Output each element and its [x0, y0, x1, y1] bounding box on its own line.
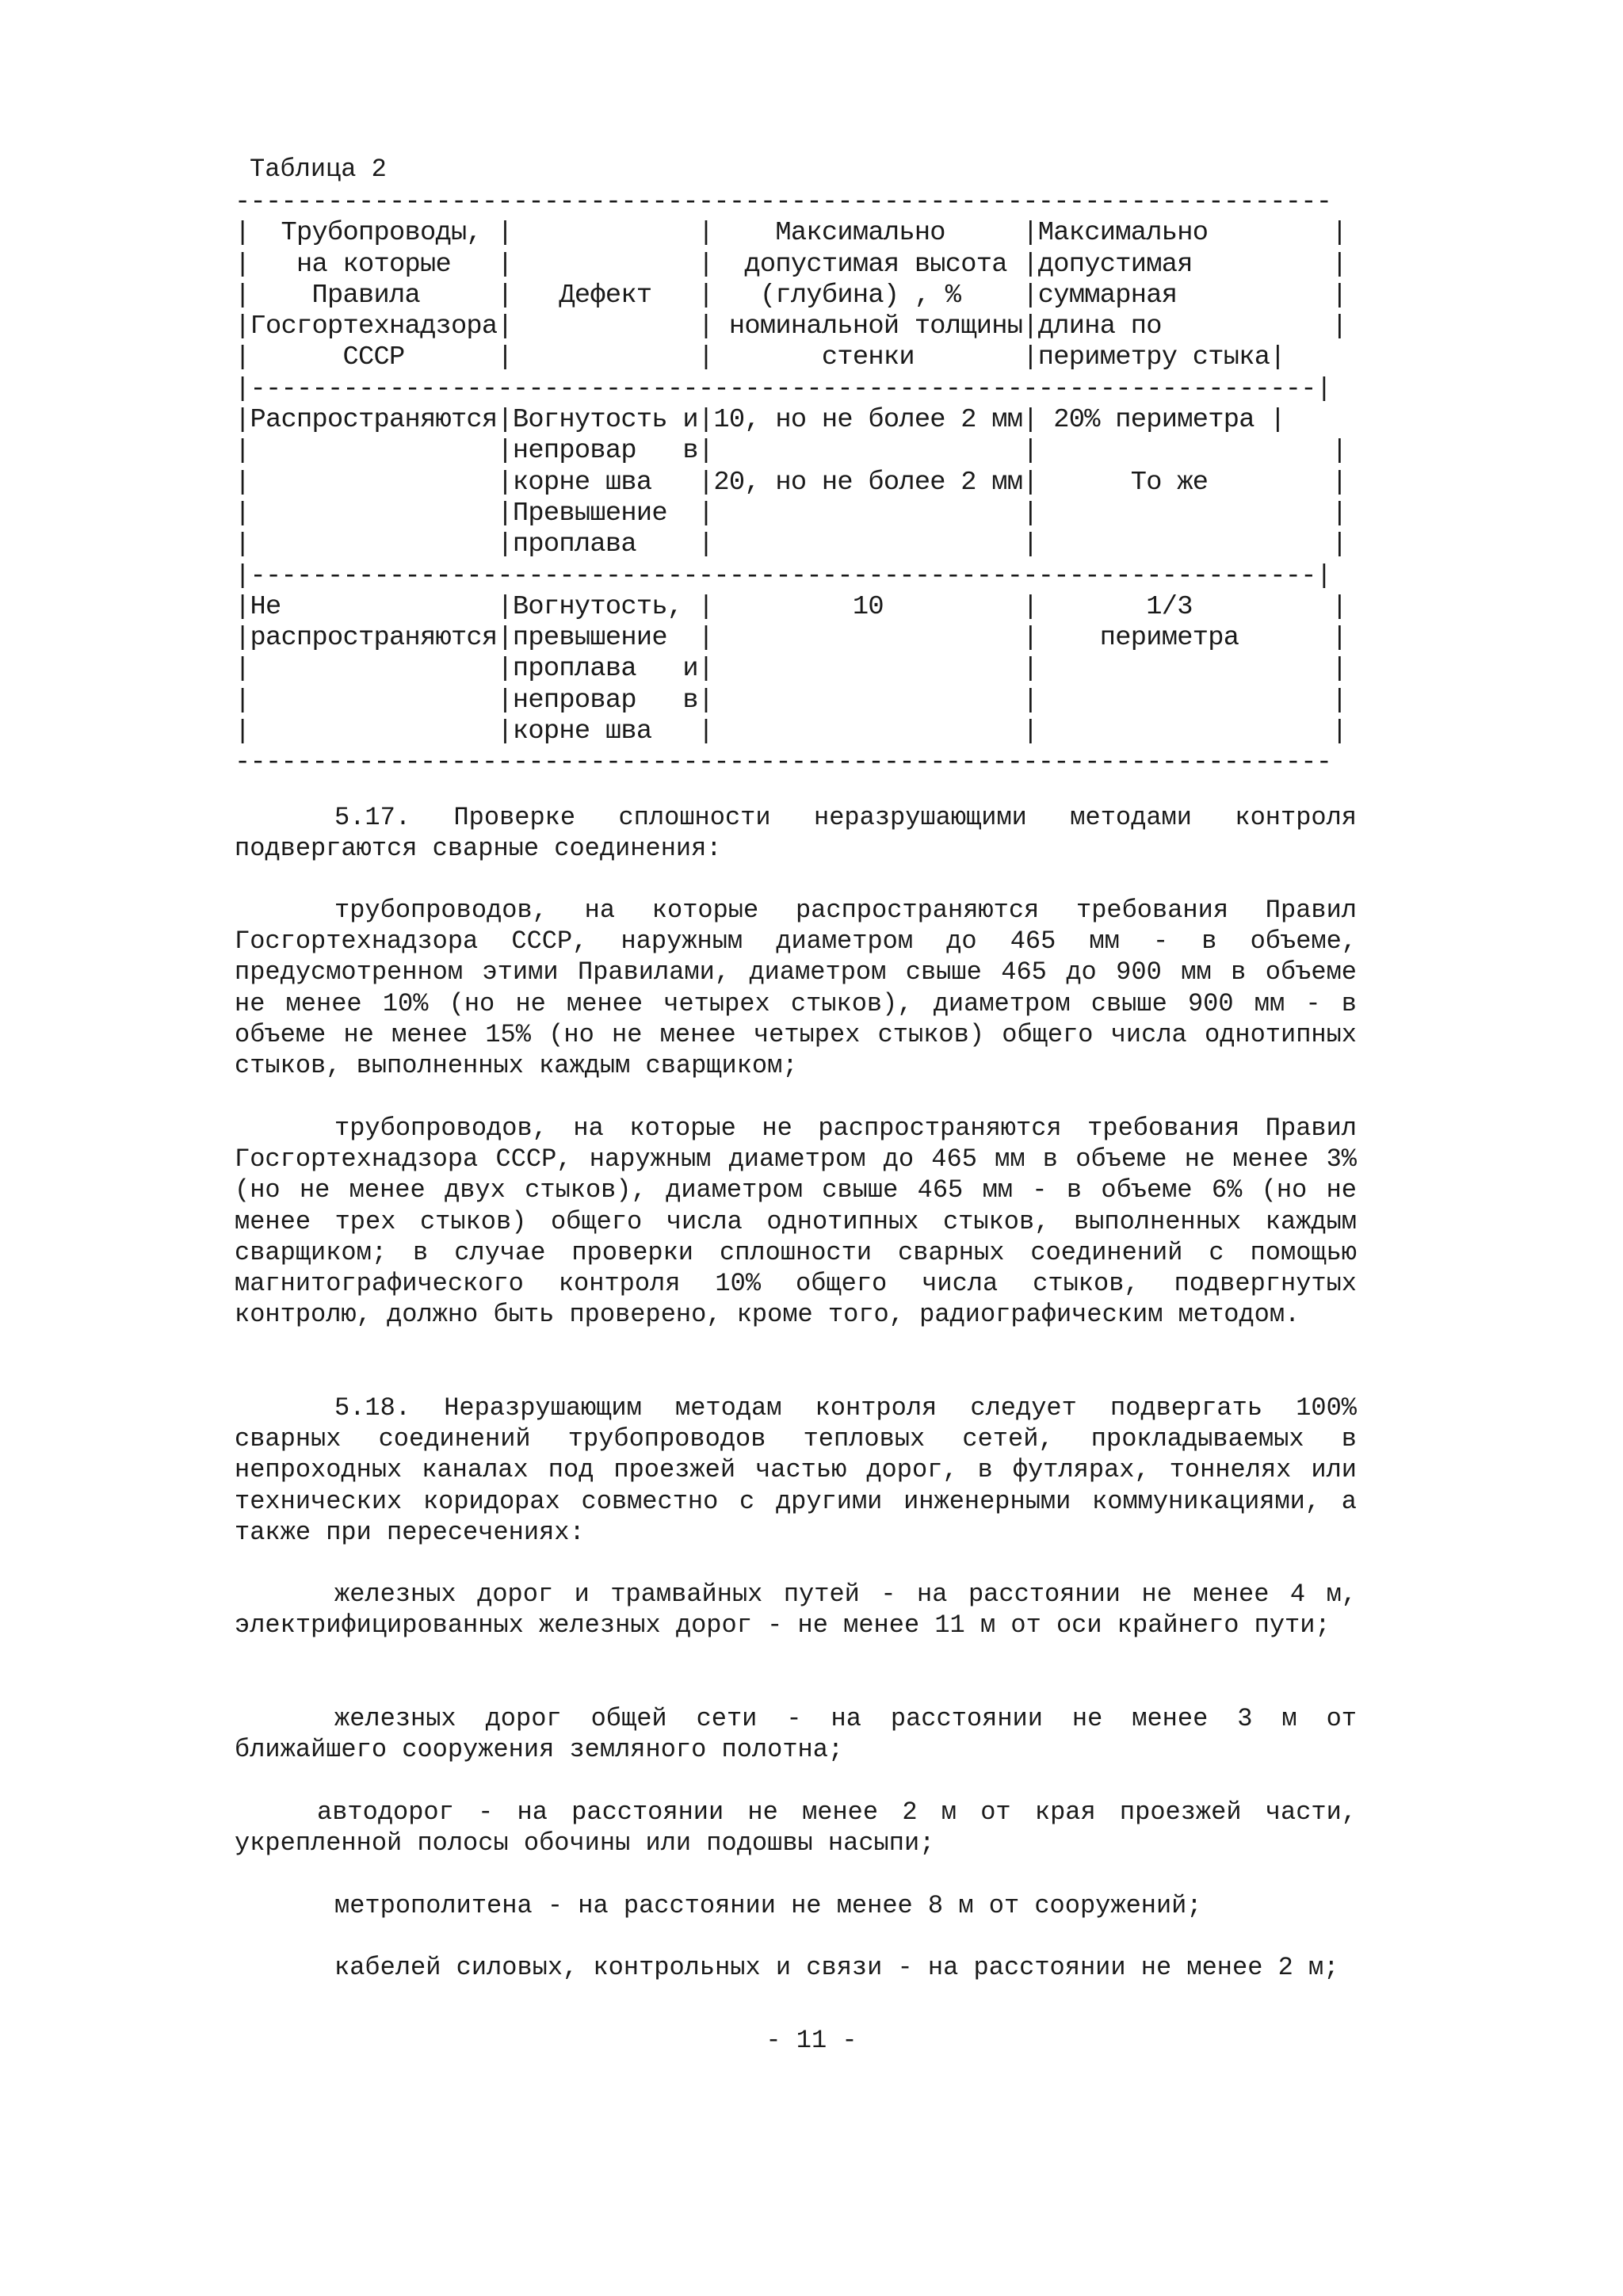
paragraph-roads: автодорог - на расстоянии не менее 2 м от края проезжей части, укрепленной полосы обочины или подошвы насыпи; — [235, 1797, 1357, 1859]
table-line: ----------------------------------------------------------------------- — [235, 187, 1332, 217]
table-line: | |непровар в| | | — [235, 685, 1347, 716]
paragraph-pipelines-covered: трубопроводов, на которые распространяются требования Правил Госгортехнадзора СССР, наружным диаметром до 465 мм - в объеме, предусмотренном этими Правилами, диаметром свыше 465 до 900 мм в объеме не менее 10% (но не менее четырех стыков), диаметром свыше 900 мм - в объеме не менее 15% (но не менее четырех стыков) общего числа однотипных стыков, выполненных каждым сварщиком; — [235, 896, 1357, 1081]
table-line: | |корне шва | | | — [235, 716, 1347, 747]
table-line: | |проплава | | | — [235, 529, 1347, 560]
defects-table — [235, 187, 1347, 779]
paragraph-railways-general: железных дорог общей сети - на расстоянии не менее 3 м от ближайшего сооружения земляного полотна; — [235, 1704, 1357, 1765]
paragraph-5-17: 5.17. Проверке сплошности неразрушающими методами контроля подвергаются сварные соединения: — [235, 803, 1357, 864]
paragraph-metro: метрополитена - на расстоянии не менее 8 м от сооружений; — [334, 1891, 1202, 1920]
paragraph-5-18: 5.18. Неразрушающим методам контроля следует подвергать 100% сварных соединений трубопроводов тепловых сетей, прокладываемых в непроходных каналах под проезжей частью дорог, в футлярах, тоннелях или технических коридорах совместно с другими инженерными коммуникациями, а также при пересечениях: — [235, 1393, 1357, 1547]
table-line: |---------------------------------------------------------------------| — [235, 373, 1332, 404]
table-line: |Распространяются|Вогнутость и|10, но не более 2 мм| 20% периметра | — [235, 405, 1285, 436]
paragraph-cables: кабелей силовых, контрольных и связи - на расстоянии не менее 2 м; — [334, 1953, 1339, 1982]
table-line: | |непровар в| | | — [235, 436, 1347, 467]
table-line: |Госгортехнадзора| | номинальной толщины|длина по | — [235, 311, 1347, 342]
table-line: | |проплава и| | | — [235, 654, 1347, 685]
table-line: |---------------------------------------------------------------------| — [235, 560, 1332, 591]
table-line: | на которые | | допустимая высота |допустимая | — [235, 249, 1347, 280]
table-line: | |корне шва |20, но не более 2 мм| То же | — [235, 467, 1347, 498]
table-line: | Трубопроводы, | | Максимально |Максимально | — [235, 218, 1347, 249]
table-line: | |Превышение | | | — [235, 498, 1347, 529]
table-line: |распространяются|превышение | | периметра | — [235, 623, 1347, 654]
table-line: | СССР | | стенки |периметру стыка| — [235, 342, 1285, 373]
table-caption: Таблица 2 — [250, 155, 387, 184]
paragraph-pipelines-not-covered: трубопроводов, на которые не распространяются требования Правил Госгортехнадзора СССР, наружным диаметром до 465 мм в объеме не менее 3% (но не менее двух стыков), диаметром свыше 465 мм - в объеме 6% (но не менее трех стыков) общего числа однотипных стыков, выполненных каждым сварщиком; в случае проверки сплошности сварных соединений с помощью магнитографического контроля 10% общего числа стыков, подвергнутых контролю, должно быть проверено, кроме того, радиографическим методом. — [235, 1114, 1357, 1330]
page-number: - 11 - — [766, 2026, 857, 2055]
paragraph-railways-tram: железных дорог и трамвайных путей - на расстоянии не менее 4 м, электрифицированных железных дорог - не менее 11 м от оси крайнего пути; — [235, 1580, 1357, 1641]
table-line: | Правила | Дефект | (глубина) , % |суммарная | — [235, 280, 1347, 311]
table-line: |Не |Вогнутость, | 10 | 1/3 | — [235, 591, 1347, 622]
table-line: ----------------------------------------------------------------------- — [235, 747, 1332, 778]
